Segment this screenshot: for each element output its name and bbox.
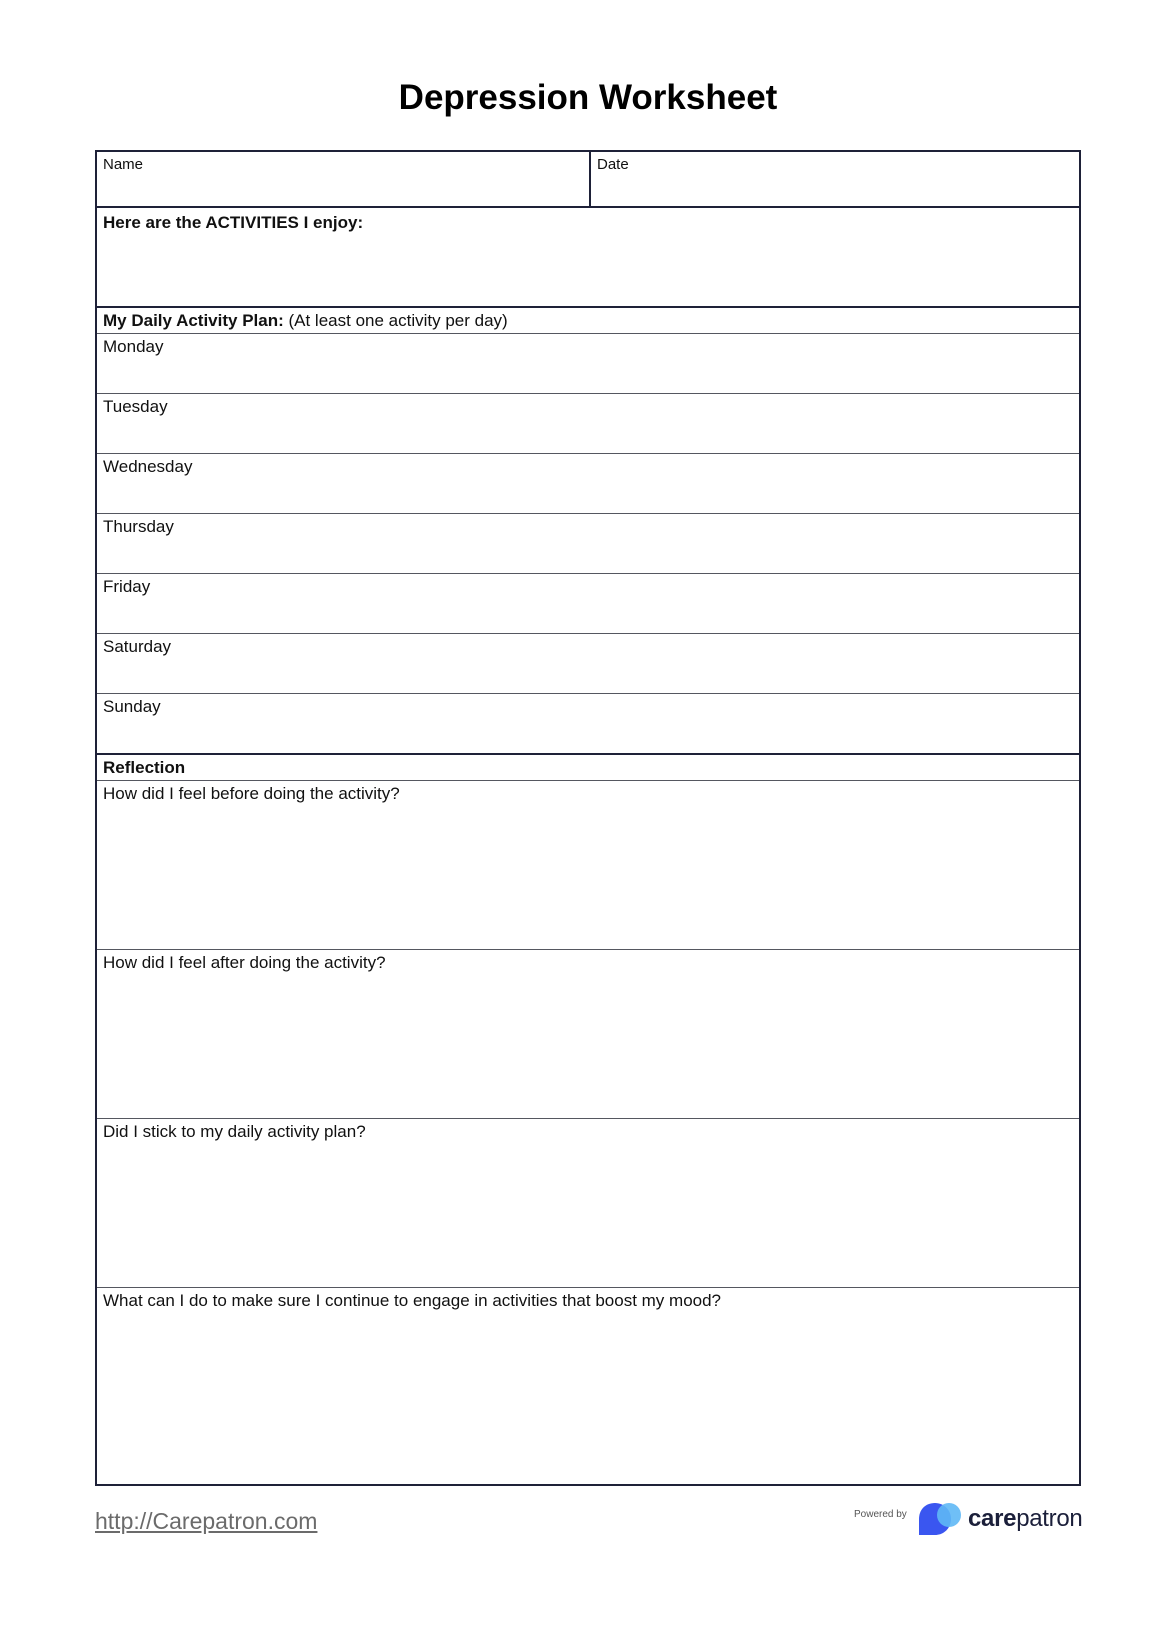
activities-section bbox=[97, 206, 1079, 306]
day-row-thursday bbox=[97, 513, 1079, 573]
name-field-label: Name bbox=[103, 156, 144, 173]
worksheet-form bbox=[95, 150, 1081, 1486]
day-row-monday bbox=[97, 333, 1079, 393]
day-label: Tuesday bbox=[103, 397, 168, 416]
activities-label: Here are the ACTIVITIES I enjoy: bbox=[103, 213, 364, 232]
reflection-label: Reflection bbox=[103, 758, 186, 777]
day-label: Friday bbox=[103, 577, 151, 596]
day-label: Sunday bbox=[103, 697, 161, 716]
day-row-tuesday bbox=[97, 393, 1079, 453]
question-label: How did I feel after doing the activity? bbox=[103, 953, 386, 972]
day-label: Wednesday bbox=[103, 457, 193, 476]
powered-by-label: Powered by bbox=[854, 1509, 907, 1520]
date-field-label: Date bbox=[597, 156, 629, 173]
day-row-wednesday bbox=[97, 453, 1079, 513]
name-date-row bbox=[97, 152, 1079, 208]
reflection-question-3 bbox=[97, 1118, 1079, 1287]
page-title: Depression Worksheet bbox=[398, 78, 778, 117]
day-row-friday bbox=[97, 573, 1079, 633]
day-label: Monday bbox=[103, 337, 164, 356]
day-label: Thursday bbox=[103, 517, 174, 536]
reflection-question-4 bbox=[97, 1287, 1079, 1484]
day-label: Saturday bbox=[103, 637, 172, 656]
question-label: What can I do to make sure I continue to engage in activities that boost my mood? bbox=[103, 1291, 722, 1310]
reflection-header bbox=[97, 753, 1079, 780]
question-label: Did I stick to my daily activity plan? bbox=[103, 1122, 366, 1141]
carepatron-wordmark: carepatron bbox=[968, 1505, 1083, 1532]
name-date-divider bbox=[589, 152, 591, 208]
daily-plan-label: My Daily Activity Plan: (At least one activity per day) bbox=[103, 311, 508, 330]
day-row-saturday bbox=[97, 633, 1079, 693]
day-row-sunday bbox=[97, 693, 1079, 753]
carepatron-link[interactable]: http://Carepatron.com bbox=[95, 1508, 318, 1534]
reflection-question-2 bbox=[97, 949, 1079, 1118]
daily-plan-header bbox=[97, 306, 1079, 333]
question-label: How did I feel before doing the activity? bbox=[103, 784, 400, 803]
carepatron-logo-icon bbox=[918, 1502, 968, 1536]
reflection-question-1 bbox=[97, 780, 1079, 949]
